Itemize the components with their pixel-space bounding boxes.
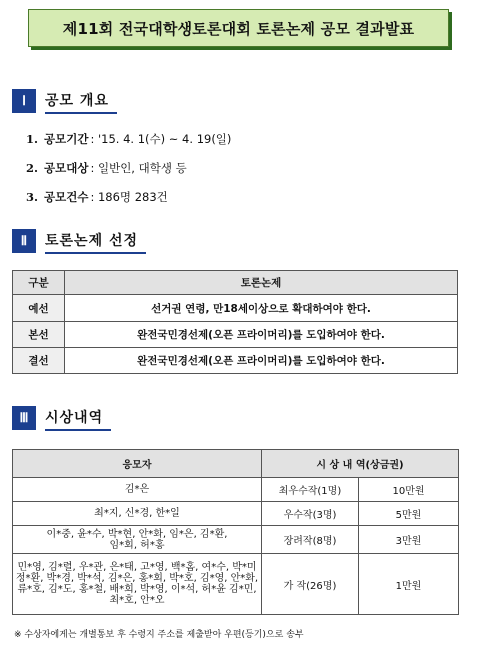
footnote: ※ 수상자에게는 개별통보 후 수령지 주소를 제출받아 우편(등기)으로 송부: [14, 630, 304, 640]
table-row: [13, 502, 459, 526]
topic-table: [12, 270, 458, 374]
table-row: [13, 295, 458, 322]
applicant-names: 김*은: [13, 478, 262, 502]
item-number: 1.: [26, 131, 39, 146]
item-value: : 일반인, 대학생 등: [90, 160, 187, 175]
title-banner: [28, 9, 452, 50]
table-header-row: [13, 271, 458, 295]
table-row: [13, 526, 459, 554]
header-category: 구분: [13, 271, 65, 295]
section-3-heading: [12, 405, 111, 431]
overview-item: [26, 153, 231, 182]
table-row: [13, 554, 459, 615]
award-name: 장려작(8명): [262, 526, 359, 554]
prize-amount: 3만원: [359, 526, 459, 554]
topic-cell: 선거권 연령, 만18세이상으로 확대하여야 한다.: [65, 295, 458, 322]
overview-item: [26, 124, 231, 153]
item-label: 공모기간: [44, 131, 89, 146]
overview-item: [26, 182, 231, 211]
section-2-number: Ⅱ: [12, 229, 36, 253]
round-cell: 결선: [13, 348, 65, 374]
section-1-heading: [12, 88, 117, 114]
prize-amount: 10만원: [359, 478, 459, 502]
award-table: [12, 449, 459, 615]
table-row: [13, 322, 458, 348]
section-2-heading: [12, 228, 146, 254]
item-number: 2.: [26, 160, 39, 175]
item-number: 3.: [26, 189, 39, 204]
item-value: : 186명 283건: [90, 189, 168, 204]
item-value: : '15. 4. 1(수) ~ 4. 19(일): [90, 131, 232, 146]
page-title: 제11회 전국대학생토론대회 토론논제 공모 결과발표: [28, 9, 449, 47]
section-2-title: 토론논제 선정: [45, 228, 146, 254]
prize-amount: 1만원: [359, 554, 459, 615]
round-cell: 본선: [13, 322, 65, 348]
award-name: 우수작(3명): [262, 502, 359, 526]
award-name: 최우수작(1명): [262, 478, 359, 502]
section-3-number: Ⅲ: [12, 406, 36, 430]
award-name: 가 작(26명): [262, 554, 359, 615]
applicant-names: 민*영, 김*렬, 우*관, 은*태, 고*영, 백*홈, 여*수, 박*미 정*환, 박*경, 박*석, 김*은, 홍*회, 박*호, 김*영, 안*화, 류*호, 김*도, 홍*철, 배*희, 박*영, 이*석, 허*윤 김*민, 최*호, 안*오: [13, 554, 262, 615]
item-label: 공모건수: [44, 189, 89, 204]
section-3-title: 시상내역: [45, 405, 111, 431]
prize-amount: 5만원: [359, 502, 459, 526]
table-row: [13, 478, 459, 502]
table-row: [13, 348, 458, 374]
round-cell: 예선: [13, 295, 65, 322]
section-1-title: 공모 개요: [45, 88, 117, 114]
topic-cell: 완전국민경선제(오픈 프라이머리)를 도입하여야 한다.: [65, 322, 458, 348]
header-topic: 토론논제: [65, 271, 458, 295]
topic-cell: 완전국민경선제(오픈 프라이머리)를 도입하여야 한다.: [65, 348, 458, 374]
applicant-names: 최*지, 신*경, 한*일: [13, 502, 262, 526]
header-applicant: 응모자: [13, 450, 262, 478]
header-award: 시 상 내 역(상금권): [262, 450, 459, 478]
section-1-number: Ⅰ: [12, 89, 36, 113]
applicant-names: 이*중, 윤*수, 박*현, 안*화, 임*은, 김*환, 임*회, 허*홍: [13, 526, 262, 554]
overview-list: [26, 124, 231, 211]
table-header-row: [13, 450, 459, 478]
item-label: 공모대상: [44, 160, 89, 175]
